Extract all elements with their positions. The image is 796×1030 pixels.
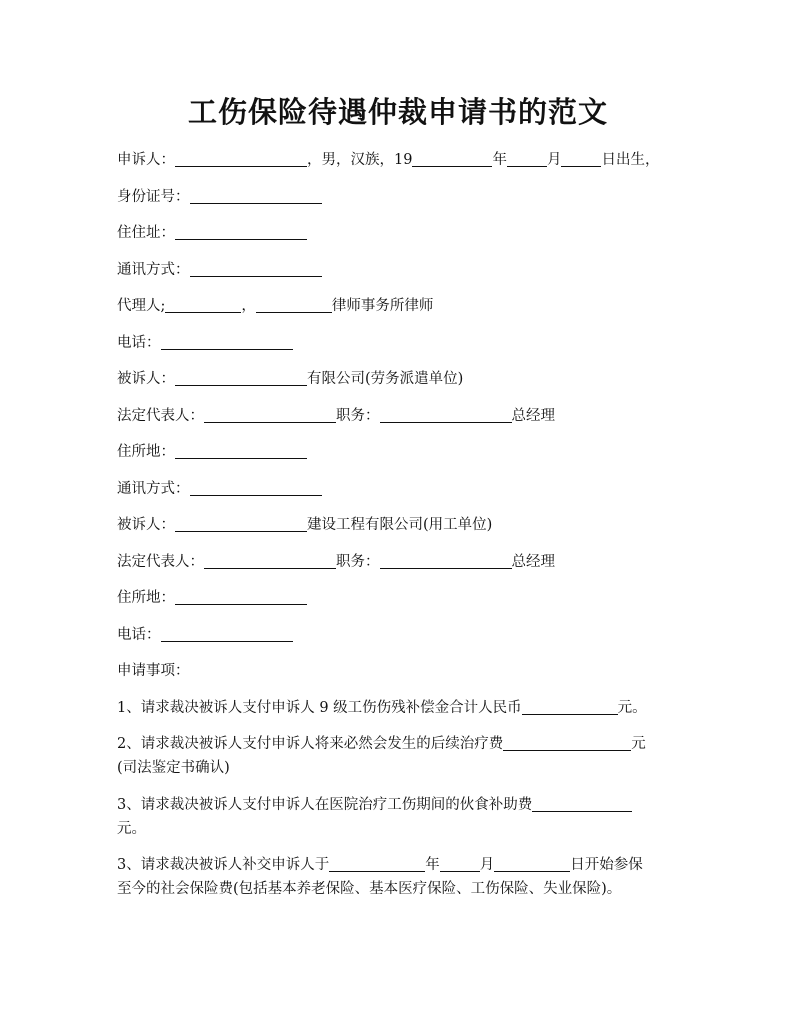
claim-item-4-rest: 至今的社会保险费(包括基本养老保险、基本医疗保险、工伤保险、失业保险)。 bbox=[117, 881, 622, 897]
respondent1-label: 被诉人： bbox=[117, 371, 175, 387]
applicant-label: 申诉人： bbox=[117, 152, 175, 168]
applicant-contact-label: 通讯方式： bbox=[117, 261, 190, 278]
respondent1-address-label: 住所地： bbox=[117, 444, 175, 460]
respondent2-address-line bbox=[117, 586, 687, 610]
respondent1-address-blank bbox=[175, 442, 307, 459]
claim-item-4 bbox=[117, 853, 687, 901]
applicant-address-line bbox=[117, 221, 687, 245]
claim-item-3 bbox=[117, 793, 687, 841]
respondent2-phone-blank bbox=[161, 625, 293, 642]
respondent2-company-blank bbox=[175, 515, 307, 532]
id-number-line bbox=[117, 185, 687, 209]
respondent2-label: 被诉人： bbox=[117, 517, 175, 533]
respondent1-contact-label: 通讯方式： bbox=[117, 480, 190, 497]
respondent2-phone-label: 电话： bbox=[117, 626, 161, 643]
respondent1-position-label: 职务： bbox=[336, 407, 380, 424]
respondent2-position-value: 总经理 bbox=[511, 553, 555, 570]
law-firm-suffix: 律师事务所律师 bbox=[331, 298, 434, 314]
document-title: 工伤保险待遇仲裁申请书的范文 bbox=[187, 95, 608, 129]
respondent2-rep-line bbox=[117, 550, 687, 574]
respondent1-position-blank bbox=[380, 406, 512, 423]
claim-item-1 bbox=[117, 696, 687, 720]
respondent2-phone-line bbox=[117, 623, 687, 647]
respondent1-address-line bbox=[117, 440, 687, 464]
claims-heading: 申请事项： bbox=[117, 663, 190, 679]
respondent1-contact-blank bbox=[190, 479, 322, 496]
applicant-contact-line bbox=[117, 258, 687, 282]
agent-comma: ， bbox=[241, 298, 256, 314]
respondent2-rep-label: 法定代表人： bbox=[117, 553, 204, 570]
id-number-blank bbox=[190, 187, 322, 204]
claim-item-1-text: 1、请求裁决被诉人支付申诉人 9 级工伤伤残补偿金合计人民币 bbox=[117, 699, 522, 716]
claim-item-2-amount-blank bbox=[503, 734, 631, 751]
claim-item-2-text: 2、请求裁决被诉人支付申诉人将来必然会发生的后续治疗费 bbox=[117, 736, 504, 752]
claim-item-3-amount-blank bbox=[532, 795, 632, 812]
respondent1-rep-line bbox=[117, 404, 687, 428]
document-body bbox=[117, 148, 687, 914]
respondent2-line bbox=[117, 513, 687, 537]
applicant-address-label: 住住址： bbox=[117, 225, 175, 241]
claim-item-2 bbox=[117, 732, 687, 780]
respondent1-contact-line bbox=[117, 477, 687, 501]
month-label: 月 bbox=[546, 152, 562, 168]
applicant-contact-blank bbox=[190, 260, 322, 277]
applicant-name-blank bbox=[175, 150, 307, 167]
birth-month-blank bbox=[507, 150, 547, 167]
birth-year-blank bbox=[412, 150, 492, 167]
claim-item-4-day-start: 日开始参保 bbox=[570, 857, 643, 873]
agent-name-blank bbox=[165, 296, 241, 313]
agent-line bbox=[117, 294, 687, 318]
claim-item-3-text: 3、请求裁决被诉人支付申诉人在医院治疗工伤期间的伙食补助费 bbox=[117, 796, 533, 813]
applicant-gender-ethnicity: ，男，汉族，19 bbox=[307, 152, 413, 168]
claim-item-2-note: (司法鉴定书确认) bbox=[117, 760, 230, 776]
agent-phone-label: 电话： bbox=[117, 334, 161, 351]
agent-label: 代理人; bbox=[117, 298, 166, 314]
applicant-address-blank bbox=[175, 223, 307, 240]
claim-item-1-unit: 元。 bbox=[617, 699, 647, 716]
respondent1-rep-label: 法定代表人： bbox=[117, 407, 204, 424]
respondent2-position-blank bbox=[380, 552, 512, 569]
claim-item-4-year: 年 bbox=[425, 857, 440, 873]
birth-label: 日出生， bbox=[601, 152, 660, 168]
claim-item-4-year-blank bbox=[329, 855, 425, 872]
agent-phone-line bbox=[117, 331, 687, 355]
claim-item-1-amount-blank bbox=[522, 698, 618, 715]
respondent1-company-blank bbox=[175, 369, 307, 386]
id-number-label: 身份证号： bbox=[117, 188, 190, 205]
claim-item-4-month: 月 bbox=[479, 857, 495, 873]
respondent2-position-label: 职务： bbox=[336, 553, 380, 570]
respondent1-company-suffix: 有限公司(劳务派遣单位) bbox=[307, 371, 464, 387]
claim-item-4-text: 3、请求裁决被诉人补交申诉人于 bbox=[117, 857, 330, 873]
year-label: 年 bbox=[492, 152, 507, 168]
respondent1-position-value: 总经理 bbox=[511, 407, 555, 424]
claim-item-4-month-blank bbox=[440, 855, 480, 872]
respondent1-rep-blank bbox=[204, 406, 336, 423]
claim-item-4-day-blank bbox=[494, 855, 570, 872]
birth-day-blank bbox=[561, 150, 601, 167]
respondent2-rep-blank bbox=[204, 552, 336, 569]
respondent2-address-blank bbox=[175, 588, 307, 605]
applicant-line bbox=[117, 148, 687, 172]
respondent2-address-label: 住所地： bbox=[117, 590, 175, 606]
claim-item-2-unit: 元 bbox=[631, 736, 646, 752]
law-firm-blank bbox=[256, 296, 332, 313]
respondent1-line bbox=[117, 367, 687, 391]
agent-phone-blank bbox=[161, 333, 293, 350]
respondent2-company-suffix: 建设工程有限公司(用工单位) bbox=[307, 517, 493, 533]
claim-item-3-unit: 元。 bbox=[117, 820, 146, 837]
